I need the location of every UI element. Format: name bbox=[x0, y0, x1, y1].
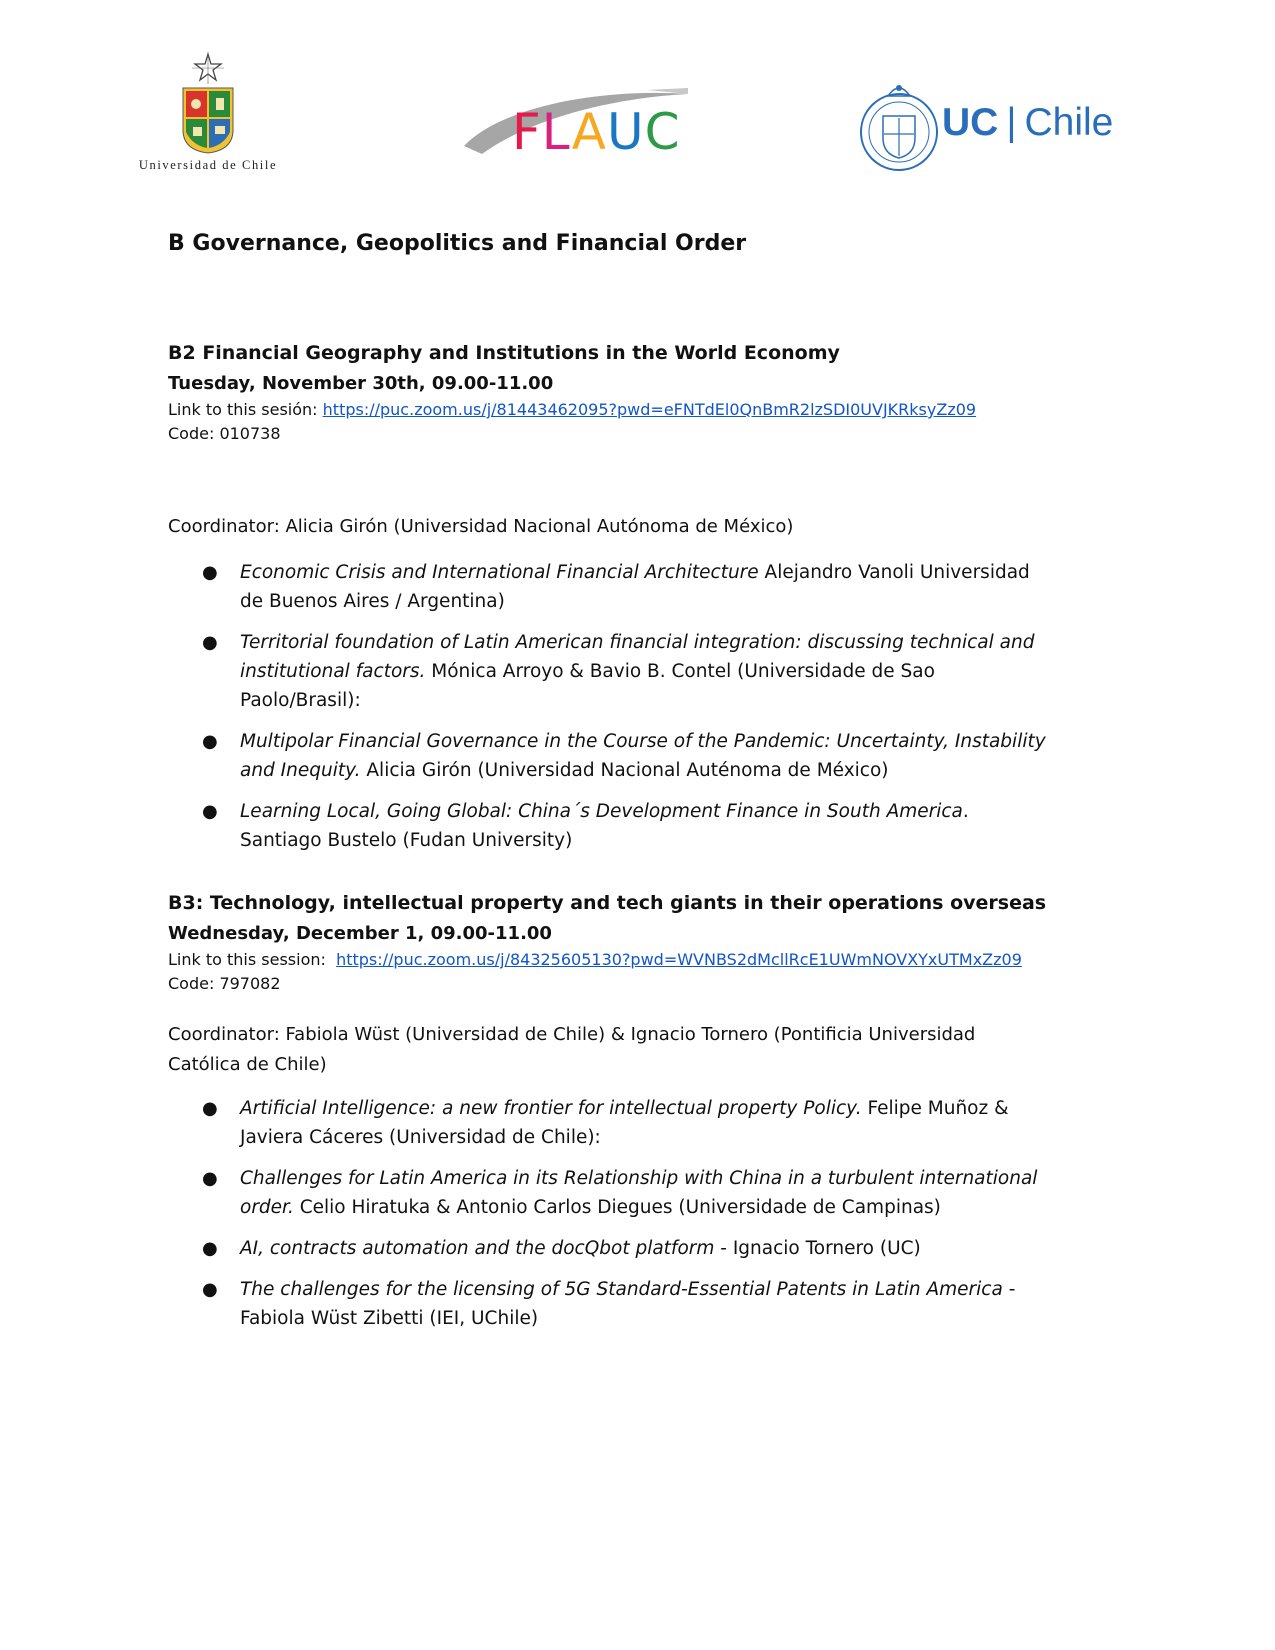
list-item bbox=[168, 797, 1048, 855]
flauc-logo bbox=[462, 88, 688, 168]
paper-title: Territorial foundation of Latin American financial integration: discussing technical and institutional factors. bbox=[240, 632, 1035, 682]
session-link-label: Link to this session: bbox=[168, 950, 326, 969]
paper-authors: Alicia Girón (Universidad Nacional Auténoma de México) bbox=[360, 760, 889, 781]
session-code: Code: 797082 bbox=[168, 974, 281, 993]
paper-title: Economic Crisis and International Financial Architecture bbox=[240, 562, 759, 583]
paper-authors: Alejandro Vanoli Universidad de Buenos Aires / Argentina) bbox=[240, 562, 1030, 612]
paper-authors: - Fabiola Wüst Zibetti (IEI, UChile) bbox=[240, 1279, 1016, 1329]
paper-title: The challenges for the licensing of 5G Standard-Essential Patents in Latin America bbox=[240, 1279, 1003, 1300]
flauc-letter: L bbox=[541, 103, 572, 161]
uc-seal-icon bbox=[858, 76, 940, 174]
session-title: B2 Financial Geography and Institutions in the World Economy bbox=[168, 342, 840, 364]
uc-wordmark-separator: | bbox=[1006, 101, 1017, 144]
session-code: Code: 010738 bbox=[168, 424, 281, 443]
session-date: Tuesday, November 30th, 09.00-11.00 bbox=[168, 373, 554, 394]
bullet-icon: ● bbox=[202, 1168, 218, 1189]
list-item bbox=[168, 727, 1048, 785]
session-link-label: Link to this sesión: bbox=[168, 400, 318, 419]
paper-list bbox=[168, 1094, 1048, 1333]
page-title: B Governance, Geopolitics and Financial Order bbox=[168, 231, 747, 256]
list-item bbox=[168, 1234, 1048, 1263]
session-link-line bbox=[168, 398, 1048, 422]
bullet-icon: ● bbox=[202, 1098, 218, 1119]
paper-authors: . Santiago Bustelo (Fudan University) bbox=[240, 801, 969, 851]
list-item bbox=[168, 628, 1048, 715]
list-item bbox=[168, 1275, 1048, 1333]
uchile-shield-icon bbox=[180, 52, 236, 154]
session-b2 bbox=[168, 340, 1048, 867]
bullet-icon: ● bbox=[202, 632, 218, 653]
uc-chile-wordmark bbox=[942, 100, 1113, 146]
uchile-wordmark: Universidad de Chile bbox=[138, 158, 278, 172]
session-b3 bbox=[168, 890, 1048, 1345]
flauc-letter bbox=[512, 103, 681, 161]
bullet-icon: ● bbox=[202, 801, 218, 822]
paper-authors: - Ignacio Tornero (UC) bbox=[714, 1238, 921, 1259]
uc-wordmark-name: Chile bbox=[1024, 101, 1114, 144]
uc-wordmark-bold: UC bbox=[942, 101, 999, 144]
session-coordinator: Coordinator: Alicia Girón (Universidad Nacional Autónoma de México) bbox=[168, 516, 794, 537]
session-zoom-link[interactable]: https://puc.zoom.us/j/84325605130?pwd=WVNBS2dMcllRcE1UWmNOVXYxUTMxZz09 bbox=[336, 950, 1022, 969]
session-link-line bbox=[168, 948, 1048, 972]
paper-title: AI, contracts automation and the docQbot platform bbox=[240, 1238, 715, 1259]
flauc-letter: C bbox=[644, 103, 681, 161]
list-item bbox=[168, 1094, 1048, 1152]
bullet-icon: ● bbox=[202, 562, 218, 583]
bullet-icon: ● bbox=[202, 731, 218, 752]
flauc-letter: A bbox=[571, 103, 607, 161]
paper-authors: Felipe Muñoz & Javiera Cáceres (Universidad de Chile): bbox=[240, 1098, 1009, 1148]
session-coordinator: Coordinator: Fabiola Wüst (Universidad de Chile) & Ignacio Tornero (Pontificia Universidad Católica de Chile) bbox=[168, 1024, 976, 1075]
paper-title: Multipolar Financial Governance in the Course of the Pandemic: Uncertainty, Instability and Inequity. bbox=[240, 731, 1046, 781]
paper-title: Learning Local, Going Global: China´s Development Finance in South America bbox=[240, 801, 963, 822]
flauc-letter: F bbox=[512, 103, 542, 161]
session-date: Wednesday, December 1, 09.00-11.00 bbox=[168, 923, 552, 944]
paper-title: Artificial Intelligence: a new frontier for intellectual property Policy. bbox=[240, 1098, 862, 1119]
paper-list bbox=[168, 558, 1048, 855]
bullet-icon: ● bbox=[202, 1238, 218, 1259]
paper-authors: Celio Hiratuka & Antonio Carlos Diegues (Universidade de Campinas) bbox=[293, 1197, 941, 1218]
list-item bbox=[168, 1164, 1048, 1222]
list-item bbox=[168, 558, 1048, 616]
flauc-wordmark bbox=[512, 104, 681, 160]
session-zoom-link[interactable]: https://puc.zoom.us/j/81443462095?pwd=eFNTdEl0QnBmR2lzSDI0UVJKRksyZz09 bbox=[322, 400, 977, 419]
paper-title: Challenges for Latin America in its Relationship with China in a turbulent international order. bbox=[240, 1168, 1038, 1218]
session-title: B3: Technology, intellectual property and tech giants in their operations overseas bbox=[168, 892, 1047, 914]
uc-chile-logo bbox=[858, 76, 1118, 176]
universidad-de-chile-logo bbox=[128, 52, 288, 177]
bullet-icon: ● bbox=[202, 1279, 218, 1300]
paper-authors: Mónica Arroyo & Bavio B. Contel (Universidade de Sao Paolo/Brasil): bbox=[240, 661, 935, 711]
flauc-letter: U bbox=[607, 103, 645, 161]
